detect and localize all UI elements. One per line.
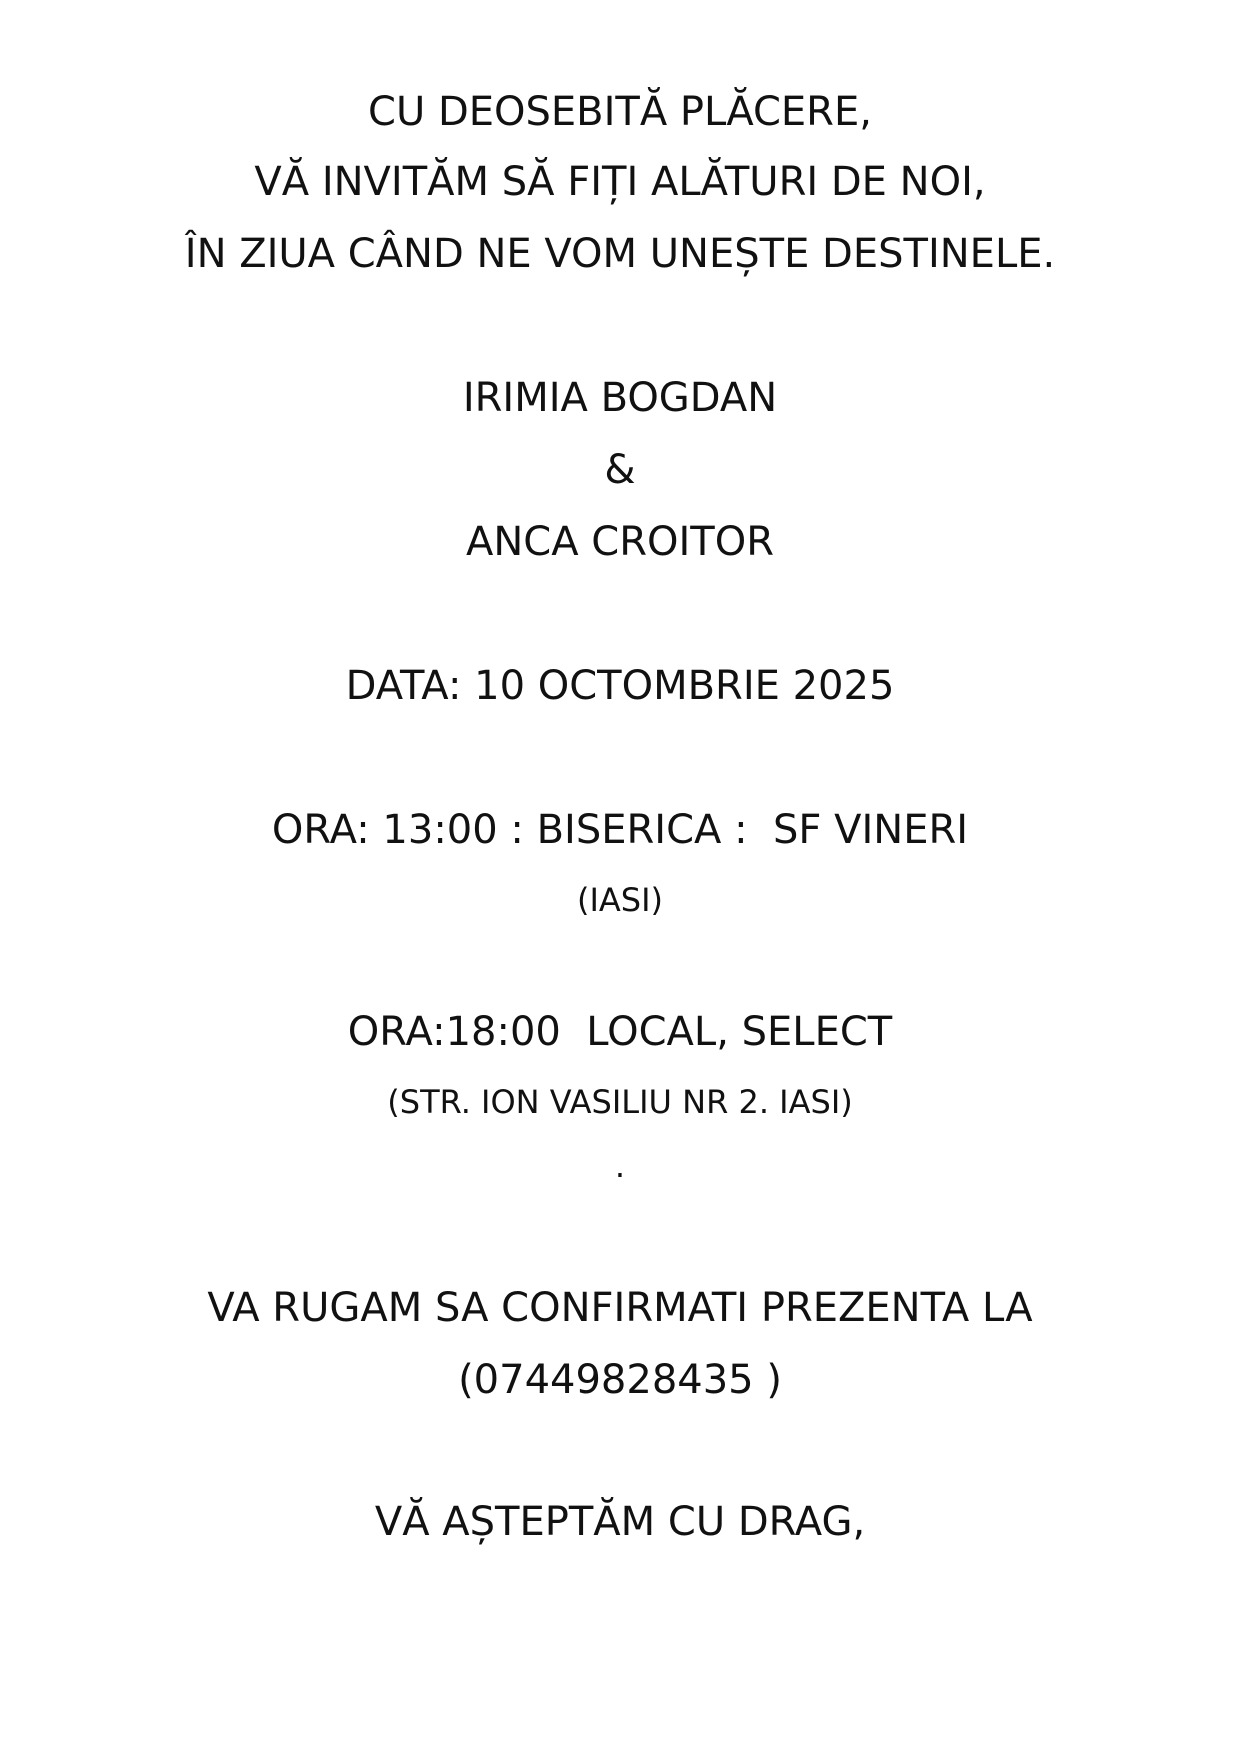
intro-line-3: ÎN ZIUA CÂND NE VOM UNEȘTE DESTINELE. bbox=[184, 231, 1056, 277]
rsvp-phone: (07449828435 ) bbox=[458, 1357, 782, 1403]
ampersand: & bbox=[604, 447, 636, 493]
church-ceremony-line: ORA: 13:00 : BISERICA : SF VINERI bbox=[271, 807, 969, 853]
intro-line-2: VĂ INVITĂM SĂ FIȚI ALĂTURI DE NOI, bbox=[254, 159, 986, 205]
separator-dot: . bbox=[614, 1147, 626, 1185]
church-city: (IASI) bbox=[576, 881, 664, 919]
venue-address: (STR. ION VASILIU NR 2. IASI) bbox=[387, 1083, 853, 1121]
wedding-date: DATA: 10 OCTOMBRIE 2025 bbox=[345, 663, 895, 709]
closing-line: VĂ AȘTEPTĂM CU DRAG, bbox=[374, 1499, 866, 1545]
intro-line-1: CU DEOSEBITĂ PLĂCERE, bbox=[368, 89, 872, 135]
venue-line: ORA:18:00 LOCAL, SELECT bbox=[347, 1009, 893, 1055]
bride-name: ANCA CROITOR bbox=[465, 519, 774, 565]
groom-name: IRIMIA BOGDAN bbox=[462, 375, 778, 421]
rsvp-line: VA RUGAM SA CONFIRMATI PREZENTA LA bbox=[207, 1285, 1033, 1331]
